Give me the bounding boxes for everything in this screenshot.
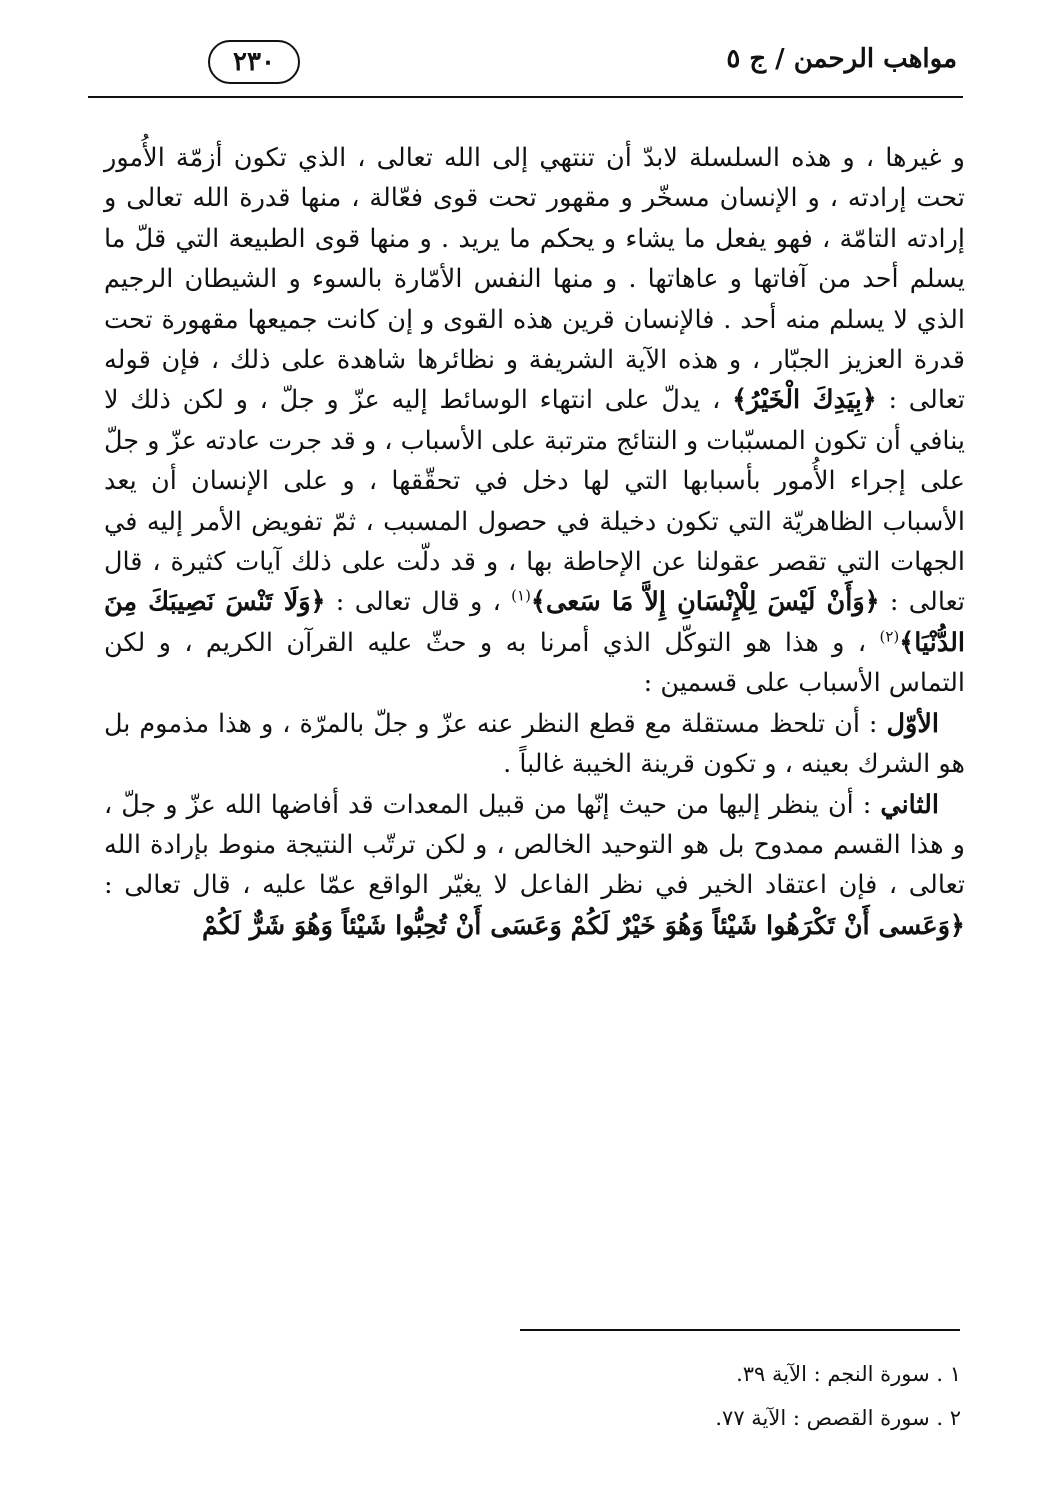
paragraph-2 (104, 704, 965, 785)
text-segment: ، و قال تعالى : (325, 587, 512, 618)
header-rule (88, 96, 963, 98)
footnote-2: ٢ . سورة القصص : الآية ٧٧. (715, 1406, 961, 1430)
text-segment: و غيرها ، و هذه السلسلة لابدّ أن تنتهي إلى الله تعالى ، الذي تكون أزمّة الأُمور تحت إرادته ، و الإنسان مسخّر و مقهور تحت قوى فعّالة ، منها قدرة الله تعالى و إرادته التامّة ، فهو يفعل ما يشاء و يحكم ما يريد . و منها قوى الطبيعة التي قلّ ما يسلم أحد من آفاتها و عاهاتها . و منها النفس الأمّارة بالسوء و الشيطان الرجيم الذي لا يسلم منه أحد . فالإنسان قرين هذه القوى و إن كانت جميعها مقهورة تحت قدرة العزيز الجبّار ، و هذه الآية الشريفة و نظائرها شاهدة على ذلك ، فإن قوله تعالى : (104, 143, 965, 416)
footnote-1: ١ . سورة النجم : الآية ٣٩. (736, 1362, 961, 1386)
footnote-ref[interactable]: (١) (511, 586, 531, 605)
paragraph-3 (104, 785, 965, 947)
paragraph-1 (104, 138, 965, 704)
section-term: الثاني (880, 789, 939, 820)
running-title: مواهب الرحمن / ج ٥ (726, 44, 957, 74)
text-segment: ، و هذا هو التوكّل الذي أمرنا به و حثّ عليه القرآن الكريم ، و لكن التماس الأسباب على قسمين : (104, 627, 965, 699)
footnotes (104, 1352, 961, 1440)
page-header (88, 36, 963, 86)
text-segment: : أن ينظر إليها من حيث إنّها من قبيل المعدات قد أفاضها الله عزّ و جلّ ، و هذا القسم ممدوح بل هو التوحيد الخالص ، و لكن ترتّب النتيجة منوط بإرادة الله تعالى ، فإن اعتقاد الخير في نظر الفاعل لا يغيّر الواقع عمّا عليه ، قال تعالى : (104, 789, 965, 901)
text-segment: : أن تلحظ مستقلة مع قطع النظر عنه عزّ و جلّ بالمرّة ، و هذا مذموم بل هو الشرك بعينه ، و تكون قرينة الخيبة غالباً . (104, 708, 965, 780)
quran-verse: ﴿بِيَدِكَ الْخَيْرُ﴾ (732, 385, 877, 416)
text-segment: ، يدلّ على انتهاء الوسائط إليه عزّ و جلّ ، و لكن ذلك لا ينافي أن تكون المسبّبات و النتائج مترتبة على الأسباب ، و قد جرت عادته عزّ و جلّ على إجراء الأُمور بأسبابها التي لها دخل في تحقّقها ، و على الإنسان أن يعد الأسباب الظاهريّة التي تكون دخيلة في حصول المسبب ، ثمّ تفويض الأمر إليه في الجهات التي تقصر عقولنا عن الإحاطة بها ، و قد دلّت على ذلك آيات كثيرة ، قال تعالى : (104, 385, 965, 618)
page-number: ٢٣٠ (208, 40, 300, 84)
quran-verse: ﴿وَعَسى أَنْ تَكْرَهُوا شَيْئاً وَهُوَ خَيْرٌ لَكُمْ وَعَسَى أَنْ تُحِبُّوا شَيْئاً وَهُوَ شَرٌّ لَكُمْ (201, 910, 965, 941)
quran-verse: ﴿وَلَا تَنْسَ نَصِيبَكَ مِنَ الدُّنْيَا﴾ (104, 587, 965, 658)
quran-verse: ﴿وَأَنْ لَيْسَ لِلْإِنْسَانِ إِلاَّ مَا سَعى﴾ (530, 587, 880, 618)
section-term: الأوّل (886, 708, 939, 739)
footnote-rule (520, 1329, 960, 1331)
footnote-ref[interactable]: (٢) (879, 627, 900, 646)
main-text (104, 138, 965, 946)
